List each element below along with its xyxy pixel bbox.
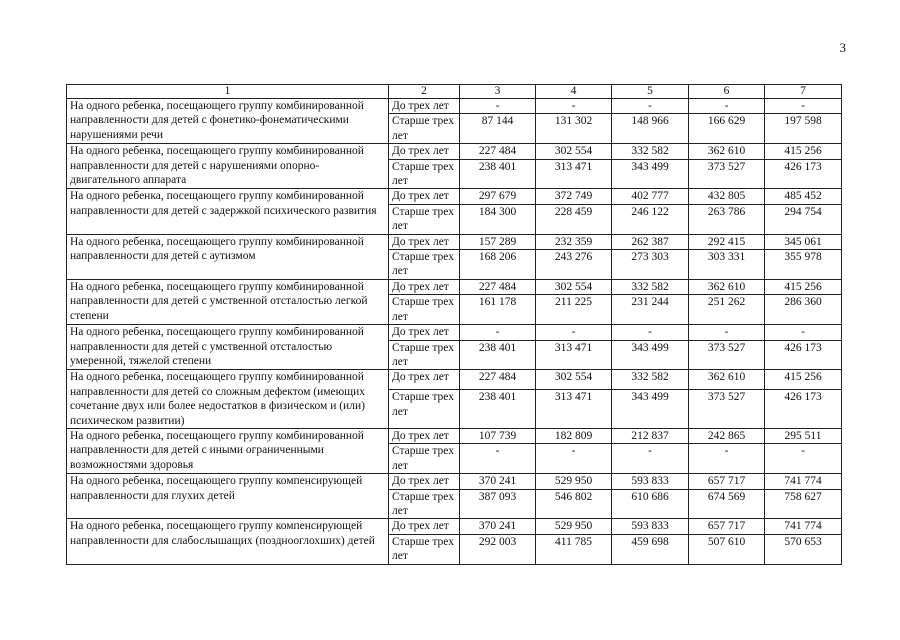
table-row: [67, 234, 842, 249]
value-cell: 292 415: [689, 234, 765, 249]
value-cell: 373 527: [689, 390, 765, 429]
value-cell: 758 627: [765, 489, 842, 519]
age-group-over3: Старше трех лет: [389, 204, 460, 234]
value-cell: 184 300: [460, 204, 536, 234]
table-row: [67, 279, 842, 294]
value-cell: -: [536, 444, 612, 474]
table-row: [67, 144, 842, 159]
value-cell: 313 471: [536, 390, 612, 429]
value-cell: 292 003: [460, 534, 536, 564]
table-row: [67, 474, 842, 489]
value-cell: 313 471: [536, 340, 612, 370]
value-cell: 570 653: [765, 534, 842, 564]
value-cell: 345 061: [765, 234, 842, 249]
value-cell: 741 774: [765, 519, 842, 534]
value-cell: -: [765, 444, 842, 474]
value-cell: 263 786: [689, 204, 765, 234]
category-description: На одного ребенка, посещающего группу комбинированной направленности для детей с умственной отсталостью умеренной, тяжелой степени: [67, 325, 389, 370]
value-cell: 242 865: [689, 428, 765, 443]
value-cell: -: [460, 325, 536, 340]
age-group-under3: До трех лет: [389, 234, 460, 249]
value-cell: -: [689, 444, 765, 474]
value-cell: 432 805: [689, 189, 765, 204]
value-cell: 593 833: [612, 519, 689, 534]
value-cell: 228 459: [536, 204, 612, 234]
value-cell: 286 360: [765, 295, 842, 325]
table-row: [67, 99, 842, 114]
value-cell: 227 484: [460, 144, 536, 159]
value-cell: 741 774: [765, 474, 842, 489]
category-description: На одного ребенка, посещающего группу комбинированной направленности для детей с иными ограниченными возможностями здоровья: [67, 428, 389, 473]
table-row: [67, 189, 842, 204]
value-cell: 372 749: [536, 189, 612, 204]
value-cell: 332 582: [612, 370, 689, 390]
age-group-under3: До трех лет: [389, 99, 460, 114]
age-group-over3: Старше трех лет: [389, 114, 460, 144]
value-cell: 402 777: [612, 189, 689, 204]
age-group-under3: До трех лет: [389, 474, 460, 489]
column-number-row: [67, 85, 842, 99]
value-cell: 332 582: [612, 144, 689, 159]
value-cell: 373 527: [689, 159, 765, 189]
value-cell: 227 484: [460, 370, 536, 390]
table-row: [67, 325, 842, 340]
value-cell: 302 554: [536, 370, 612, 390]
value-cell: 238 401: [460, 340, 536, 370]
value-cell: 411 785: [536, 534, 612, 564]
column-number: 5: [612, 85, 689, 99]
value-cell: 212 837: [612, 428, 689, 443]
value-cell: 182 809: [536, 428, 612, 443]
value-cell: 657 717: [689, 519, 765, 534]
age-group-over3: Старше трех лет: [389, 250, 460, 280]
column-number: 7: [765, 85, 842, 99]
value-cell: 238 401: [460, 159, 536, 189]
value-cell: 343 499: [612, 159, 689, 189]
value-cell: 246 122: [612, 204, 689, 234]
value-cell: 161 178: [460, 295, 536, 325]
value-cell: 373 527: [689, 340, 765, 370]
value-cell: 426 173: [765, 390, 842, 429]
age-group-over3: Старше трех лет: [389, 295, 460, 325]
value-cell: 370 241: [460, 519, 536, 534]
value-cell: -: [689, 99, 765, 114]
value-cell: 273 303: [612, 250, 689, 280]
column-number: 3: [460, 85, 536, 99]
category-description: На одного ребенка, посещающего группу комбинированной направленности для детей с умственной отсталостью легкой степени: [67, 279, 389, 324]
value-cell: 355 978: [765, 250, 842, 280]
table-row: [67, 519, 842, 534]
value-cell: 362 610: [689, 370, 765, 390]
value-cell: 529 950: [536, 474, 612, 489]
value-cell: -: [536, 325, 612, 340]
value-cell: -: [460, 444, 536, 474]
age-group-under3: До трех лет: [389, 325, 460, 340]
value-cell: 426 173: [765, 340, 842, 370]
age-group-over3: Старше трех лет: [389, 444, 460, 474]
value-cell: 131 302: [536, 114, 612, 144]
value-cell: 546 802: [536, 489, 612, 519]
value-cell: 674 569: [689, 489, 765, 519]
value-cell: -: [612, 444, 689, 474]
value-cell: 303 331: [689, 250, 765, 280]
table-row: [67, 428, 842, 443]
value-cell: 243 276: [536, 250, 612, 280]
value-cell: 362 610: [689, 279, 765, 294]
value-cell: 227 484: [460, 279, 536, 294]
age-group-under3: До трех лет: [389, 370, 460, 390]
value-cell: 415 256: [765, 279, 842, 294]
category-description: На одного ребенка, посещающего группу компенсирующей направленности для глухих детей: [67, 474, 389, 519]
age-group-over3: Старше трех лет: [389, 534, 460, 564]
value-cell: 362 610: [689, 144, 765, 159]
value-cell: 343 499: [612, 340, 689, 370]
table-body: [67, 99, 842, 565]
value-cell: 302 554: [536, 144, 612, 159]
value-cell: 231 244: [612, 295, 689, 325]
value-cell: 107 739: [460, 428, 536, 443]
value-cell: 593 833: [612, 474, 689, 489]
value-cell: 370 241: [460, 474, 536, 489]
value-cell: 87 144: [460, 114, 536, 144]
value-cell: -: [460, 99, 536, 114]
age-group-over3: Старше трех лет: [389, 159, 460, 189]
category-description: На одного ребенка, посещающего группу комбинированной направленности для детей с задержкой психического развития: [67, 189, 389, 234]
column-number: 6: [689, 85, 765, 99]
value-cell: 459 698: [612, 534, 689, 564]
value-cell: 297 679: [460, 189, 536, 204]
page-number: 3: [839, 40, 846, 55]
value-cell: 387 093: [460, 489, 536, 519]
age-group-under3: До трех лет: [389, 144, 460, 159]
column-number: 4: [536, 85, 612, 99]
value-cell: 313 471: [536, 159, 612, 189]
age-group-over3: Старше трех лет: [389, 489, 460, 519]
value-cell: 657 717: [689, 474, 765, 489]
value-cell: 302 554: [536, 279, 612, 294]
value-cell: 211 225: [536, 295, 612, 325]
value-cell: 197 598: [765, 114, 842, 144]
value-cell: -: [612, 325, 689, 340]
value-cell: 610 686: [612, 489, 689, 519]
value-cell: 262 387: [612, 234, 689, 249]
value-cell: 157 289: [460, 234, 536, 249]
value-cell: 295 511: [765, 428, 842, 443]
value-cell: 148 966: [612, 114, 689, 144]
value-cell: 294 754: [765, 204, 842, 234]
value-cell: 485 452: [765, 189, 842, 204]
value-cell: 166 629: [689, 114, 765, 144]
age-group-under3: До трех лет: [389, 519, 460, 534]
category-description: На одного ребенка, посещающего группу компенсирующей направленности для слабослышащих (позднооглохших) детей: [67, 519, 389, 564]
category-description: На одного ребенка, посещающего группу комбинированной направленности для детей с аутизмом: [67, 234, 389, 279]
column-number: 1: [67, 85, 389, 99]
value-cell: -: [612, 99, 689, 114]
category-description: На одного ребенка, посещающего группу комбинированной направленности для детей с нарушениями опорно-двигательного аппарата: [67, 144, 389, 189]
value-cell: 426 173: [765, 159, 842, 189]
value-cell: 529 950: [536, 519, 612, 534]
value-cell: 232 359: [536, 234, 612, 249]
column-number: 2: [389, 85, 460, 99]
tariff-table: [66, 84, 842, 565]
age-group-over3: Старше трех лет: [389, 340, 460, 370]
age-group-under3: До трех лет: [389, 189, 460, 204]
value-cell: 507 610: [689, 534, 765, 564]
category-description: На одного ребенка, посещающего группу комбинированной направленности для детей со сложным дефектом (имеющих сочетание двух или более недостатков в физическом и (или) психическом развитии): [67, 370, 389, 429]
age-group-under3: До трех лет: [389, 279, 460, 294]
value-cell: -: [689, 325, 765, 340]
value-cell: 415 256: [765, 144, 842, 159]
value-cell: 343 499: [612, 390, 689, 429]
age-group-under3: До трех лет: [389, 428, 460, 443]
table-row: [67, 370, 842, 390]
value-cell: -: [536, 99, 612, 114]
age-group-over3: Старше трех лет: [389, 390, 460, 429]
value-cell: 332 582: [612, 279, 689, 294]
value-cell: 415 256: [765, 370, 842, 390]
value-cell: 168 206: [460, 250, 536, 280]
value-cell: 238 401: [460, 390, 536, 429]
value-cell: -: [765, 99, 842, 114]
value-cell: 251 262: [689, 295, 765, 325]
category-description: На одного ребенка, посещающего группу комбинированной направленности для детей с фонетико-фонематическими нарушениями речи: [67, 99, 389, 144]
value-cell: -: [765, 325, 842, 340]
